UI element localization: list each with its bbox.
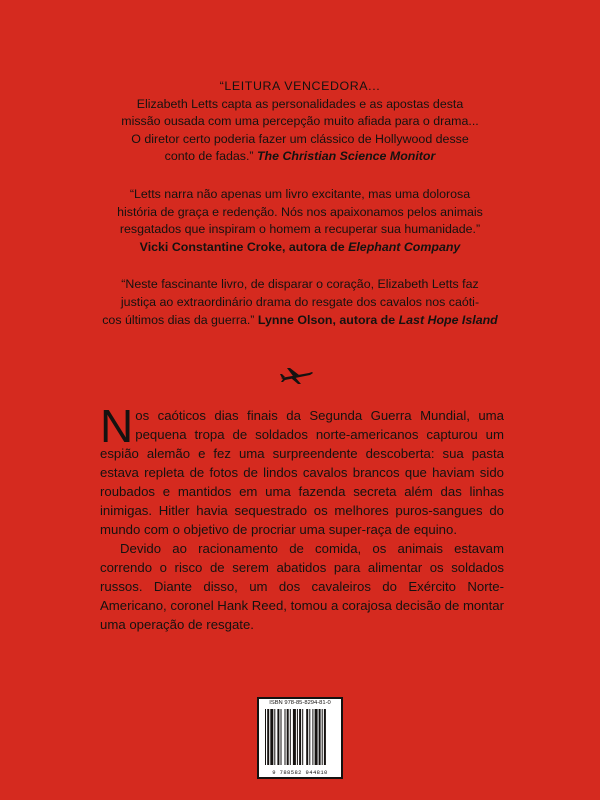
blurb-line: missão ousada com uma percepção muito afiada para o drama... <box>121 114 479 129</box>
attribution-work: Last Hope Island <box>398 312 498 327</box>
barcode-bar <box>267 709 269 765</box>
barcode-bar <box>287 709 289 765</box>
attribution-work: Elephant Company <box>348 239 461 254</box>
barcode-bar <box>281 709 282 765</box>
blurb-line <box>70 148 530 166</box>
synopsis-text: os caóticos dias finais da Segunda Guerra Mundial, uma pequena tropa de soldados norte-americanos capturou um espião alemão e fez uma surpreendente descoberta: sua pasta estava repleta de fotos de lindos cavalos brancos que haviam sido roubados e mantidos em uma fazenda secreta além das linhas inimigas. Hitler havia sequestrado os melhores puros-sangues do mundo com o objetivo de procriar uma super-raça de equino. <box>100 408 504 537</box>
blurb-line: justiça ao extraordinário drama do resgate dos cavalos nos caóti- <box>120 294 480 309</box>
barcode-bar <box>322 709 323 765</box>
barcode-bar <box>324 709 326 765</box>
attribution-author: Vicki Constantine Croke, autora de <box>139 239 345 254</box>
blurb-line: “Neste fascinante livro, de disparar o coração, Elizabeth Letts faz <box>121 277 479 292</box>
barcode-bar <box>265 709 266 765</box>
barcode-bar <box>302 709 303 765</box>
blurb-line: Elizabeth Letts capta as personalidades e as apostas desta <box>136 96 464 111</box>
barcode-bars <box>265 709 335 767</box>
blurb-lynne-olson <box>70 276 530 329</box>
blurb-source: The Christian Science Monitor <box>256 149 436 164</box>
blurb-text: conto de fadas.” <box>164 149 254 164</box>
barcode-bar <box>299 709 301 765</box>
barcode-bar <box>270 709 273 765</box>
blurb-text: cos últimos dias da guerra.” <box>102 312 255 327</box>
barcode-digits: 9 788582 944810 <box>272 769 328 776</box>
blurb-vicki-croke <box>70 186 530 256</box>
blurb-christian-science-monitor <box>70 78 530 166</box>
blurb-line: O diretor certo poderia fazer um clássico de Hollywood desse <box>131 131 469 146</box>
barcode-bar <box>306 709 308 765</box>
barcode-bar <box>277 709 279 765</box>
blurb-line: resgatados que inspiram o homem a recuperar sua humanidade.” <box>119 222 481 237</box>
blurb-line: história de graça e redenção. Nós nos apaixonamos pelos animais <box>117 204 483 219</box>
blurb-line: “Letts narra não apenas um livro excitante, mas uma dolorosa <box>129 186 471 201</box>
barcode-bar <box>274 709 275 765</box>
isbn-label: ISBN 978-85-8294-81-0 <box>269 700 331 706</box>
barcode-bar <box>297 709 298 765</box>
barcode-bar <box>319 709 321 765</box>
synopsis <box>100 400 504 634</box>
airplane-icon <box>279 366 315 386</box>
barcode-bar <box>293 709 296 765</box>
barcode-bar <box>315 709 318 765</box>
blurbs-section <box>70 78 530 349</box>
barcode-bar <box>312 709 313 765</box>
blurb-attribution <box>70 239 530 257</box>
barcode-bar <box>285 709 286 765</box>
barcode-bar <box>290 709 291 765</box>
attribution-author: Lynne Olson, autora de <box>257 312 396 327</box>
barcode-bar <box>309 709 310 765</box>
synopsis-paragraph-2: Devido ao racionamento de comida, os animais estavam correndo o risco de serem abatidos para alimentar os soldados russos. Diante disso, um dos cavaleiros do Exército Norte-Americano, coronel Hank Reed, tomou a corajosa decisão de montar uma operação de resgate. <box>100 541 504 632</box>
blurb-attribution <box>258 313 498 327</box>
blurb-line <box>70 312 530 330</box>
synopsis-paragraph-1 <box>100 400 504 539</box>
barcode <box>257 697 343 779</box>
blurb-line: “LEITURA VENCEDORA... <box>219 79 381 93</box>
drop-cap: N <box>100 400 134 452</box>
